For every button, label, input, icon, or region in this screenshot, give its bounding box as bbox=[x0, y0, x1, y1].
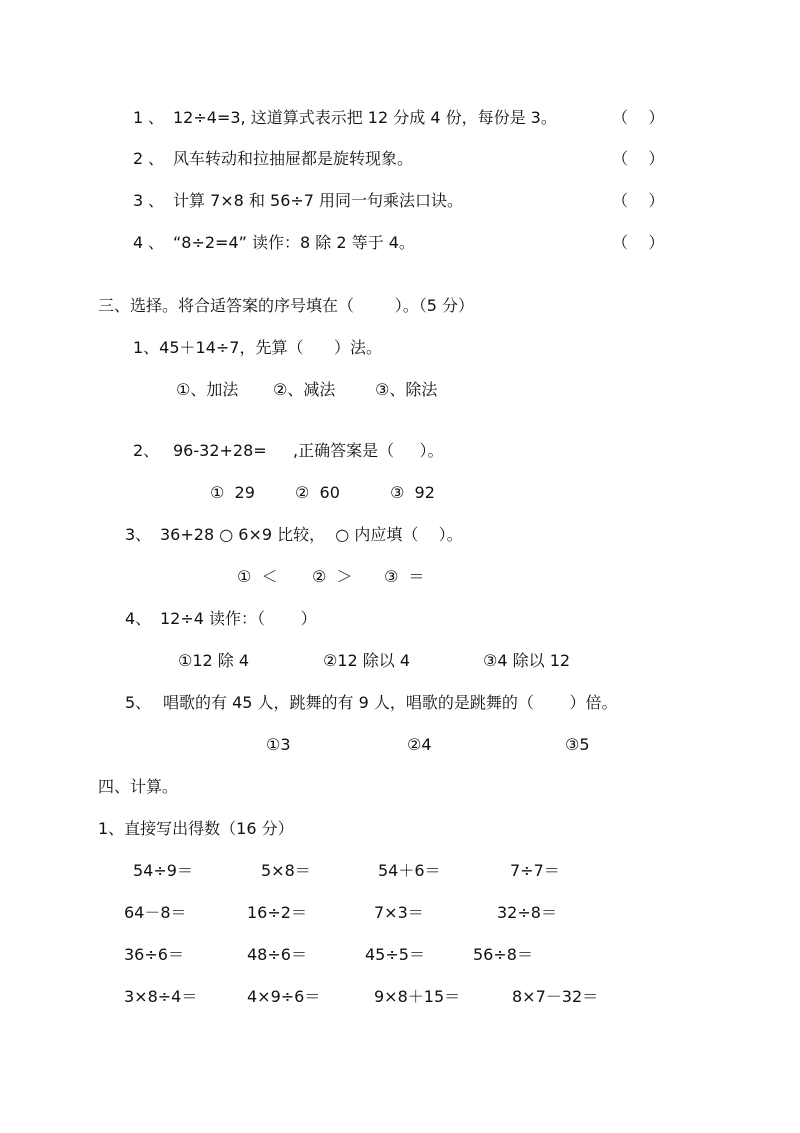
tf-item-3-answer-blank[interactable]: （ ） bbox=[612, 191, 665, 210]
tf-item-3-sep: 、 bbox=[148, 191, 165, 210]
choice-q5-text: 唱歌的有 45 人，跳舞的有 9 人，唱歌的是跳舞的（ ）倍。 bbox=[163, 693, 618, 712]
tf-item-1-text: 12÷4=3, 这道算式表示把 12 分成 4 份，每份是 3。 bbox=[173, 108, 557, 127]
calc-cell-r3-c1: 36÷6＝ bbox=[124, 945, 184, 964]
choice-q1-option-3[interactable]: ③、除法 bbox=[375, 380, 438, 399]
choice-q4-option-2[interactable]: ②12 除以 4 bbox=[323, 651, 411, 670]
choice-q3-option-3[interactable]: ③ ＝ bbox=[384, 567, 425, 586]
section-4-heading: 四、计算。 bbox=[98, 777, 179, 796]
tf-item-1-answer-blank[interactable]: （ ） bbox=[612, 108, 665, 127]
choice-q5-option-3[interactable]: ③5 bbox=[565, 735, 590, 754]
tf-item-2-sep: 、 bbox=[148, 149, 165, 168]
calc-cell-r1-c4: 7÷7＝ bbox=[510, 861, 560, 880]
calc-cell-r2-c4: 32÷8＝ bbox=[497, 903, 557, 922]
calc-cell-r1-c3: 54＋6＝ bbox=[378, 861, 441, 880]
calc-cell-r3-c2: 48÷6＝ bbox=[247, 945, 307, 964]
choice-q3-text: 36+28 ○ 6×9 比较， ○ 内应填（ ）。 bbox=[160, 525, 463, 544]
tf-item-1-sep: 、 bbox=[148, 108, 165, 127]
choice-q5-label: 5、 bbox=[125, 693, 152, 712]
choice-q1-text: 1、45＋14÷7，先算（ ）法。 bbox=[133, 338, 383, 357]
choice-q4-label: 4、 bbox=[125, 609, 152, 628]
choice-q1-option-2[interactable]: ②、减法 bbox=[273, 380, 336, 399]
tf-item-2-text: 风车转动和拉抽屉都是旋转现象。 bbox=[173, 149, 414, 168]
choice-q3-option-2[interactable]: ② ＞ bbox=[312, 567, 353, 586]
choice-q4-option-1[interactable]: ①12 除 4 bbox=[178, 651, 250, 670]
calc-cell-r1-c2: 5×8＝ bbox=[261, 861, 311, 880]
calc-cell-r2-c1: 64－8＝ bbox=[124, 903, 187, 922]
choice-q1-option-1[interactable]: ①、加法 bbox=[176, 380, 239, 399]
calc-cell-r2-c3: 7×3＝ bbox=[374, 903, 424, 922]
choice-q3-label: 3、 bbox=[125, 525, 152, 544]
choice-q2-prompt: ,正确答案是（ ）。 bbox=[293, 441, 444, 460]
calc-cell-r4-c2: 4×9÷6＝ bbox=[247, 987, 321, 1006]
choice-q2-label: 2、 bbox=[133, 441, 160, 460]
choice-q5-option-2[interactable]: ②4 bbox=[407, 735, 432, 754]
choice-q2-expression: 96-32+28= bbox=[173, 441, 267, 460]
tf-item-2-number: 2 bbox=[133, 149, 144, 168]
tf-item-3-number: 3 bbox=[133, 191, 144, 210]
calc-cell-r3-c3: 45÷5＝ bbox=[365, 945, 425, 964]
choice-q5-option-1[interactable]: ①3 bbox=[266, 735, 291, 754]
tf-item-1-number: 1 bbox=[133, 108, 144, 127]
tf-item-3-text: 计算 7×8 和 56÷7 用同一句乘法口诀。 bbox=[173, 191, 464, 210]
section-3-heading: 三、选择。将合适答案的序号填在（ ）。（5 分） bbox=[98, 296, 474, 315]
choice-q2-option-3[interactable]: ③ 92 bbox=[390, 483, 435, 502]
choice-q2-option-1[interactable]: ① 29 bbox=[210, 483, 255, 502]
calc-cell-r3-c4: 56÷8＝ bbox=[473, 945, 533, 964]
choice-q4-option-3[interactable]: ③4 除以 12 bbox=[483, 651, 571, 670]
choice-q3-option-1[interactable]: ① ＜ bbox=[237, 567, 278, 586]
calc-cell-r1-c1: 54÷9＝ bbox=[133, 861, 193, 880]
choice-q4-text: 12÷4 读作：（ ） bbox=[160, 609, 317, 628]
calc-cell-r4-c3: 9×8＋15＝ bbox=[374, 987, 461, 1006]
tf-item-2-answer-blank[interactable]: （ ） bbox=[612, 149, 665, 168]
section-4-subheading: 1、直接写出得数（16 分） bbox=[98, 819, 294, 838]
choice-q2-option-2[interactable]: ② 60 bbox=[295, 483, 340, 502]
calc-cell-r2-c2: 16÷2＝ bbox=[247, 903, 307, 922]
tf-item-4-text: “8÷2=4” 读作：8 除 2 等于 4。 bbox=[173, 233, 415, 252]
tf-item-4-sep: 、 bbox=[148, 233, 165, 252]
calc-cell-r4-c1: 3×8÷4＝ bbox=[124, 987, 198, 1006]
tf-item-4-number: 4 bbox=[133, 233, 144, 252]
tf-item-4-answer-blank[interactable]: （ ） bbox=[612, 233, 665, 252]
calc-cell-r4-c4: 8×7－32＝ bbox=[512, 987, 599, 1006]
